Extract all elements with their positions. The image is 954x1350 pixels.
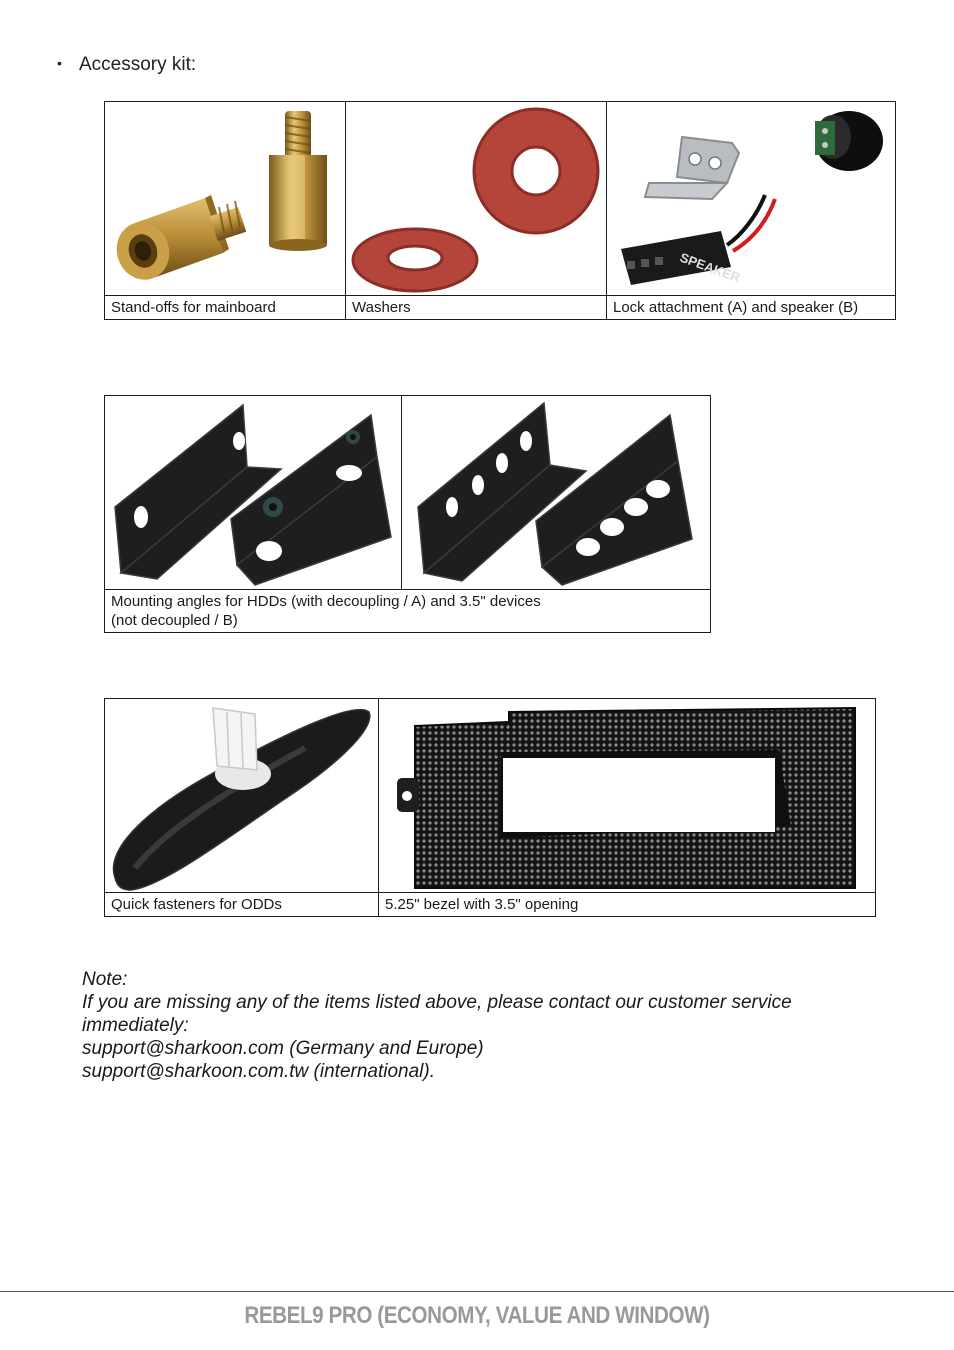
quick-fasteners-caption: Quick fasteners for ODDs [105, 893, 379, 917]
standoffs-image [105, 103, 344, 295]
note-heading: Note: [82, 969, 128, 990]
mounting-angles-caption-line1: Mounting angles for HDDs (with decoupling / A) and 3.5" devices [111, 593, 541, 610]
speaker-plug [621, 231, 743, 286]
washer-large [474, 109, 598, 233]
footer-divider [0, 1291, 954, 1292]
standoff-lying [109, 195, 246, 287]
hdd-angles-decoupled-cell [105, 396, 402, 590]
bezel-cell [379, 699, 876, 893]
quick-fasteners-cell [105, 699, 379, 893]
note-block [82, 968, 882, 1083]
device-angles-cell [402, 396, 711, 590]
washers-caption: Washers [346, 296, 607, 320]
speaker-image [607, 103, 894, 295]
speaker-image-cell [607, 102, 896, 296]
bullet-dot: • [57, 55, 62, 71]
accessory-table-3 [104, 698, 876, 917]
standoffs-caption: Stand-offs for mainboard [105, 296, 346, 320]
accessory-table-1 [104, 101, 896, 320]
speaker-caption: Lock attachment (A) and speaker (B) [607, 296, 896, 320]
lock-attachment [645, 137, 739, 199]
hdd-angles-decoupled-image [105, 397, 400, 589]
accessory-kit-label: Accessory kit: [79, 54, 197, 75]
bezel-caption: 5.25" bezel with 3.5" opening [379, 893, 876, 917]
washers-image [346, 103, 605, 295]
support-email-germany[interactable]: support@sharkoon.com (Germany and Europe) [82, 1038, 484, 1059]
device-angles-image [402, 397, 709, 589]
footer-title: REBEL9 PRO (ECONOMY, VALUE AND WINDOW) [244, 1302, 710, 1329]
accessory-kit-bullet [57, 54, 196, 76]
speaker-buzzer [815, 111, 883, 171]
note-line-2: immediately: [82, 1015, 189, 1036]
standoff-standing [269, 111, 327, 251]
mounting-angles-caption [105, 590, 711, 633]
mounting-angles-caption-line2: (not decoupled / B) [111, 612, 238, 629]
standoffs-image-cell [105, 102, 346, 296]
svg-text:SPEAKER: SPEAKER [677, 249, 743, 285]
note-line-1: If you are missing any of the items listed above, please contact our customer service [82, 992, 792, 1013]
accessory-table-2 [104, 395, 711, 633]
support-email-international[interactable]: support@sharkoon.com.tw (international). [82, 1061, 436, 1082]
bezel-image [379, 700, 874, 892]
washer-small [353, 229, 477, 291]
washers-image-cell [346, 102, 607, 296]
quick-fasteners-image [105, 700, 377, 892]
